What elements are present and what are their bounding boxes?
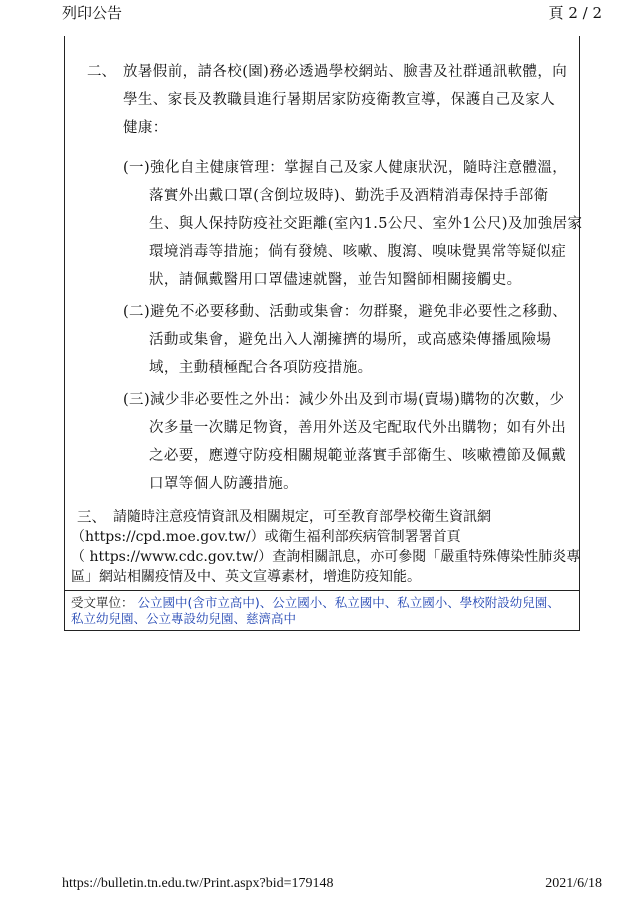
item-1-line: 環境消毒等措施；倘有發燒、咳嗽、腹瀉、嗅味覺異常等疑似症 xyxy=(149,244,567,260)
page-url: https://bulletin.tn.edu.tw/Print.aspx?bid=179148 xyxy=(62,876,334,891)
section-3-line: 區」網站相關疫情及中、英文宣導素材，增進防疫知能。 xyxy=(71,569,421,585)
divider xyxy=(65,590,579,591)
item-2-line: 域，主動積極配合各項防疫措施。 xyxy=(149,360,373,376)
recipient-list: 公立國中(含市立高中)、公立國小、私立國中、私立國小、學校附設幼兒園、私立幼兒園、公立專設幼兒園、慈濟高中 xyxy=(71,595,560,626)
section-3-line: （https://cpd.moe.gov.tw/）或衛生福利部疾病管制署署首頁 xyxy=(71,529,461,545)
announcement-body xyxy=(64,36,583,631)
section-3-number: 三、 xyxy=(77,510,106,526)
section-2-line: 健康： xyxy=(123,120,168,136)
item-3-line: (三)減少非必要性之外出：減少外出及到市場(賣場)購物的次數，少 xyxy=(123,392,565,408)
recipient-label: 受文單位： xyxy=(71,595,134,610)
section-2-line: 學生、家長及教職員進行暑期居家防疫衛教宣導，保護自己及家人 xyxy=(123,92,556,108)
section-3-line: 請隨時注意疫情資訊及相關規定，可至教育部學校衛生資訊網 xyxy=(113,509,491,525)
section-2-line: 放暑假前，請各校(園)務必透過學校網站、臉書及社群通訊軟體，向 xyxy=(123,64,568,80)
item-1-line: 落實外出戴口罩(含倒垃圾時)、勤洗手及酒精消毒保持手部衛 xyxy=(149,188,549,204)
item-2-line: (二)避免不必要移動、活動或集會：勿群聚，避免非必要性之移動、 xyxy=(123,304,568,320)
recipient-block xyxy=(71,595,571,627)
print-date: 2021/6/18 xyxy=(545,876,602,891)
section-2-number: 二、 xyxy=(87,64,116,80)
item-1-line: 生、與人保持防疫社交距離(室內1.5公尺、室外1公尺)及加強居家 xyxy=(149,216,583,232)
item-2-line: 活動或集會，避免出入人潮擁擠的場所，或高感染傳播風險場 xyxy=(149,332,552,348)
item-3-line: 次多量一次購足物資，善用外送及宅配取代外出購物；如有外出 xyxy=(149,420,567,436)
item-1-line: 狀，請佩戴醫用口罩儘速就醫，並告知醫師相關接觸史。 xyxy=(149,272,522,288)
print-title: 列印公告 xyxy=(62,4,123,22)
section-3-line: （ https://www.cdc.gov.tw/）查詢相關訊息，亦可參閱「嚴重特殊傳染性肺炎專 xyxy=(71,549,581,565)
page-indicator: 頁 2 / 2 xyxy=(548,4,602,22)
item-3-line: 口罩等個人防護措施。 xyxy=(149,476,298,492)
item-1-line: (一)強化自主健康管理：掌握自己及家人健康狀況，隨時注意體溫， xyxy=(123,160,568,176)
item-3-line: 之必要，應遵守防疫相關規範並落實手部衛生、咳嗽禮節及佩戴 xyxy=(149,448,567,464)
